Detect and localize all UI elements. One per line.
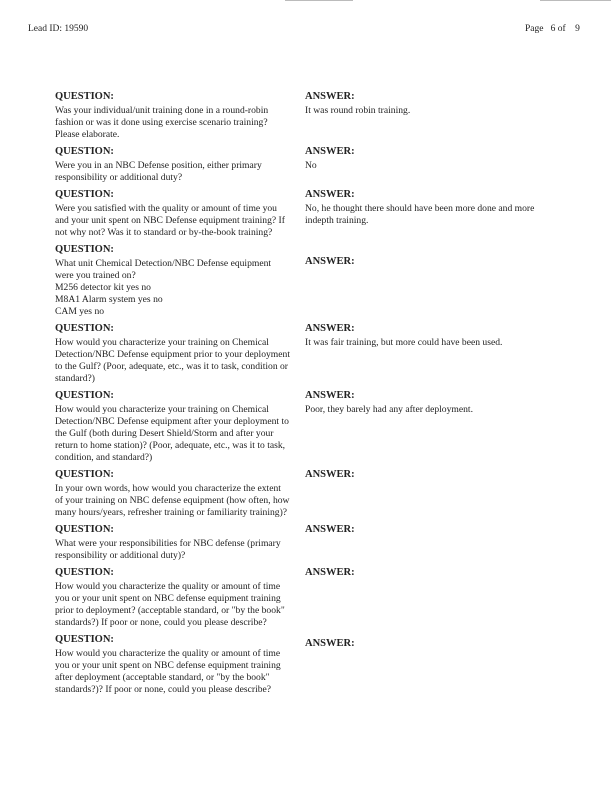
question-block: [55, 567, 290, 629]
answer-label: ANSWER:: [305, 567, 355, 578]
qa-item: [0, 567, 611, 629]
question-text: In your own words, how would you characterize the extent of your training on NBC defense equipment (how often, how many hours/years, refresher training or familiarity training)?: [55, 483, 290, 518]
scan-artifact-line: [540, 0, 611, 1]
answer-block: [305, 244, 555, 318]
qa-list: [0, 91, 611, 701]
answer-text: No: [305, 160, 317, 171]
answer-block: [305, 323, 555, 385]
question-block: [55, 634, 290, 696]
question-block: [55, 146, 290, 184]
answer-block: [305, 524, 555, 562]
question-label: QUESTION:: [55, 390, 114, 401]
page-number: Page 6 of 9: [525, 24, 580, 34]
question-text: What were your responsibilities for NBC defense (primary responsibility or additional duty)?: [55, 538, 281, 561]
answer-text: Poor, they barely had any after deployment.: [305, 404, 473, 415]
question-text: Were you in an NBC Defense position, either primary responsibility or additional duty?: [55, 160, 262, 183]
question-label: QUESTION:: [55, 469, 114, 480]
scan-artifact-line: [285, 0, 353, 1]
answer-label: ANSWER:: [305, 638, 355, 649]
question-text: How would you characterize the quality or amount of time you or your unit spent on NBC defense equipment training prior to deployment? (acceptable standard, or "by the book" standards?) If poor or none, could you please describe?: [55, 581, 285, 628]
question-block: [55, 244, 290, 318]
answer-text: It was fair training, but more could have been used.: [305, 337, 503, 348]
qa-item: [0, 323, 611, 385]
question-text: What unit Chemical Detection/NBC Defense equipment were you trained on? M256 detector kit yes no M8A1 Alarm system yes no CAM yes no: [55, 258, 272, 317]
question-label: QUESTION:: [55, 323, 114, 334]
qa-item: [0, 244, 611, 318]
answer-block: [305, 469, 555, 519]
answer-block: [305, 189, 555, 239]
question-block: [55, 390, 290, 464]
answer-label: ANSWER:: [305, 390, 355, 401]
answer-label: ANSWER:: [305, 524, 355, 535]
qa-item: [0, 91, 611, 141]
answer-block: [305, 634, 555, 696]
qa-item: [0, 634, 611, 696]
question-text: How would you characterize the quality or amount of time you or your unit spent on NBC defense equipment training after deployment (acceptable standard, or "by the book" standards?)? If poor or none, could you please describe?: [55, 648, 281, 695]
answer-label: ANSWER:: [305, 91, 355, 102]
question-block: [55, 91, 290, 141]
question-text: Were you satisfied with the quality or amount of time you and your unit spent on NBC Defense equipment training? If not why not? Was it to standard or by-the-book training?: [55, 203, 285, 238]
question-label: QUESTION:: [55, 634, 114, 645]
question-text: How would you characterize your training on Chemical Detection/NBC Defense equipment prior to your deployment to the Gulf? (Poor, adequate, etc., was it to task, condition or standard?): [55, 337, 290, 384]
answer-label: ANSWER:: [305, 146, 355, 157]
answer-block: [305, 567, 555, 629]
question-label: QUESTION:: [55, 524, 114, 535]
qa-item: [0, 146, 611, 184]
question-label: QUESTION:: [55, 567, 114, 578]
question-text: How would you characterize your training on Chemical Detection/NBC Defense equipment after your deployment to the Gulf (both during Desert Shield/Storm and after your return to home station)? (Poor, adequate, etc., was it to task, condition, and standard?): [55, 404, 289, 463]
answer-block: [305, 390, 555, 464]
question-block: [55, 469, 290, 519]
question-label: QUESTION:: [55, 91, 114, 102]
answer-label: ANSWER:: [305, 469, 355, 480]
question-label: QUESTION:: [55, 244, 114, 255]
qa-item: [0, 189, 611, 239]
answer-label: ANSWER:: [305, 323, 355, 334]
question-label: QUESTION:: [55, 189, 114, 200]
question-label: QUESTION:: [55, 146, 114, 157]
question-block: [55, 323, 290, 385]
question-block: [55, 189, 290, 239]
answer-label: ANSWER:: [305, 256, 355, 267]
lead-id: Lead ID: 19590: [28, 24, 89, 34]
question-text: Was your individual/unit training done in a round-robin fashion or was it done using exercise scenario training? Please elaborate.: [55, 105, 269, 140]
answer-label: ANSWER:: [305, 189, 355, 200]
question-block: [55, 524, 290, 562]
answer-text: No, he thought there should have been more done and more indepth training.: [305, 203, 535, 226]
answer-block: [305, 91, 555, 141]
qa-item: [0, 469, 611, 519]
answer-block: [305, 146, 555, 184]
qa-item: [0, 524, 611, 562]
answer-text: It was round robin training.: [305, 105, 411, 116]
qa-item: [0, 390, 611, 464]
